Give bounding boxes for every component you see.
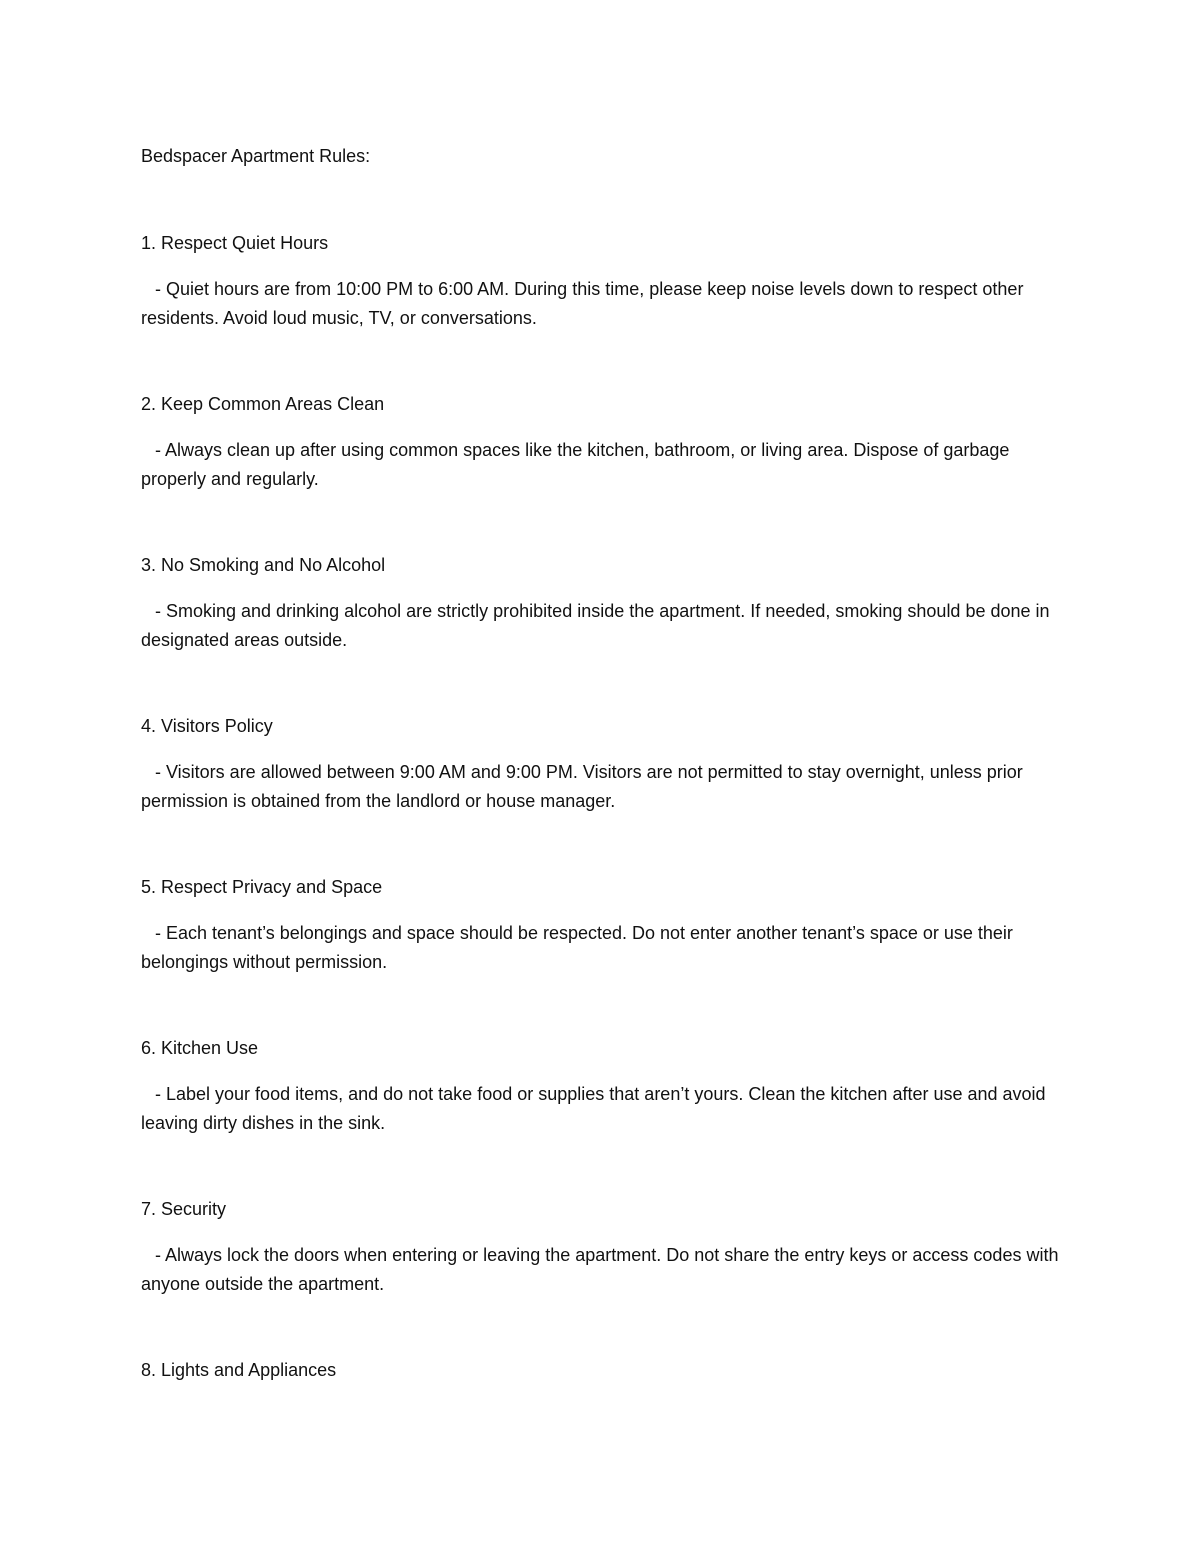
rule-heading: 2. Keep Common Areas Clean (141, 394, 385, 414)
rule-body: - Smoking and drinking alcohol are strictly prohibited inside the apartment. If needed, smoking should be done in designated areas outside. (141, 601, 1050, 650)
rule-heading: 4. Visitors Policy (141, 716, 273, 736)
rule-visitors-policy (141, 714, 1061, 816)
rule-heading: 1. Respect Quiet Hours (141, 233, 329, 253)
rule-body: - Always lock the doors when entering or leaving the apartment. Do not share the entry keys or access codes with anyone outside the apartment. (141, 1245, 1059, 1294)
rule-heading: 5. Respect Privacy and Space (141, 877, 383, 897)
rule-heading: 6. Kitchen Use (141, 1038, 259, 1058)
rule-body: - Visitors are allowed between 9:00 AM and 9:00 PM. Visitors are not permitted to stay overnight, unless prior permission is obtained from the landlord or house manager. (141, 762, 1023, 811)
rule-quiet-hours (141, 231, 1061, 333)
rule-common-areas (141, 392, 1061, 494)
rule-privacy-space (141, 875, 1061, 977)
rule-body: - Label your food items, and do not take food or supplies that aren’t yours. Clean the kitchen after use and avoid leaving dirty dishes in the sink. (141, 1084, 1046, 1133)
rule-lights-appliances (141, 1358, 1061, 1382)
rule-heading: 3. No Smoking and No Alcohol (141, 555, 386, 575)
rule-heading: 7. Security (141, 1199, 227, 1219)
rule-body: - Quiet hours are from 10:00 PM to 6:00 AM. During this time, please keep noise levels down to respect other residents. Avoid loud music, TV, or conversations. (141, 279, 1024, 328)
rule-security (141, 1197, 1061, 1299)
rule-body: - Always clean up after using common spaces like the kitchen, bathroom, or living area. Dispose of garbage properly and regularly. (141, 440, 1010, 489)
rule-no-smoking-alcohol (141, 553, 1061, 655)
rule-body: - Each tenant’s belongings and space should be respected. Do not enter another tenant’s space or use their belongings without permission. (141, 923, 1013, 972)
rule-heading: 8. Lights and Appliances (141, 1360, 337, 1380)
rule-kitchen-use (141, 1036, 1061, 1138)
document-title: Bedspacer Apartment Rules: (141, 146, 371, 166)
